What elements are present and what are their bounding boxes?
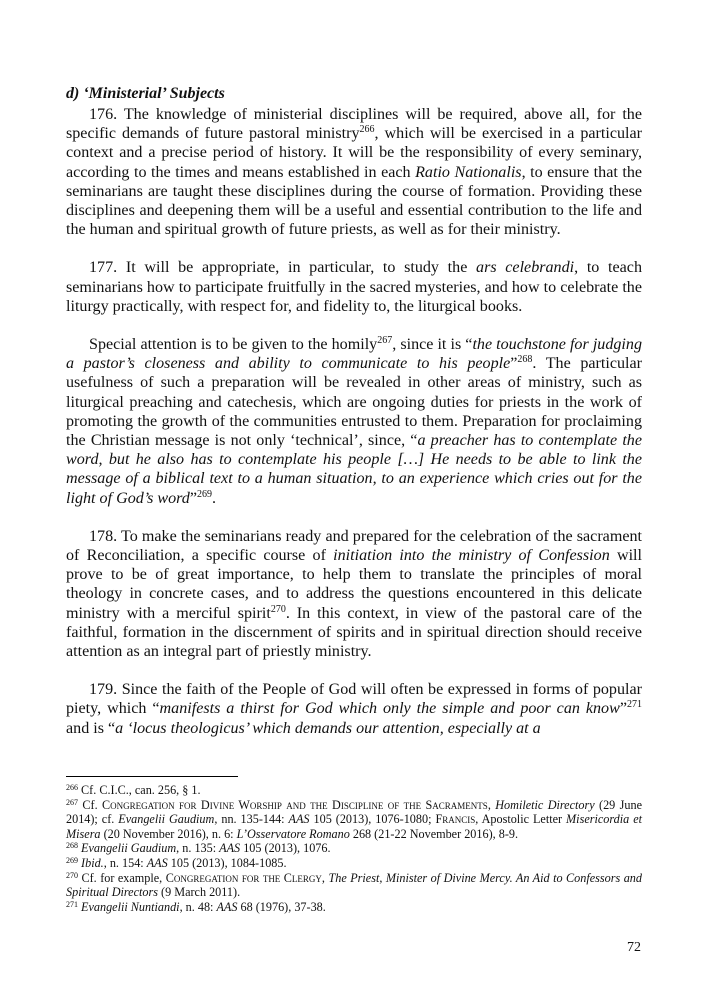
footnote-270: [66, 871, 642, 900]
footnote-text: 105 (2013), 1084-1085.: [167, 855, 287, 870]
footnote-ref-268[interactable]: 268: [517, 354, 533, 366]
footnote-text: 268 (21-22 November 2016), 8-9.: [349, 826, 519, 841]
quotation: a ‘locus theologicus’ which demands our attention, especially at a: [115, 719, 541, 737]
paragraph-179: [66, 680, 642, 738]
body-text: [66, 84, 642, 738]
footnote-ref-271[interactable]: 271: [627, 699, 642, 711]
footnote-271: [66, 900, 642, 915]
quotation: the touchstone for judging a pastor’s closeness and ability to communicate to his people: [66, 336, 642, 373]
paragraph-text: , since it is “: [392, 336, 473, 354]
footnote-number: 271: [66, 899, 78, 909]
paragraph-text: ”: [189, 489, 198, 507]
paragraph-text: 176. The knowledge of ministerial disciplines will be required, above all, for the specific demands of future pastoral ministry: [66, 106, 642, 143]
journal-abbrev: AAS: [216, 899, 238, 914]
italic-term: ars celebrandi: [476, 259, 575, 277]
journal-abbrev: AAS: [219, 841, 241, 856]
footnote-text: , nn. 135-144:: [214, 812, 289, 827]
footnote-ref-269[interactable]: 269: [197, 488, 213, 500]
paragraph-text: , to teach seminarians how to participate fruitfully in the sacred mysteries, and how to celebrate the liturgy practically, with respect for, and fidelity to, the liturgical books.: [66, 259, 642, 315]
paragraph-text: and is “: [66, 719, 116, 737]
quotation: manifests a thirst for God which only the simple and poor can know: [159, 700, 620, 718]
section-heading: d) ‘Ministerial’ Subjects: [66, 85, 225, 102]
paragraph-text: . In this context, in view of the pastoral care of the faithful, formation in the discernment of spirits and in spiritual direction should receive attention as an integral part of priestly ministry.: [66, 604, 643, 661]
footnote-text: , n. 135:: [176, 841, 220, 856]
paragraph-178: [66, 527, 642, 661]
footnote-text: , n. 48:: [179, 899, 217, 914]
paragraph-text: ”: [619, 700, 627, 718]
paragraph-text: , to ensure that the seminarians are taught these disciplines during the course of formation. Providing these disciplines and deepening them will be a useful and essential contribution to the life and the human and spiritual growth of future priests, as well as for their ministry.: [66, 163, 643, 239]
footnote-269: [66, 856, 642, 871]
footnote-number: 266: [66, 783, 78, 792]
paragraph-text: .: [212, 489, 217, 507]
author-name: Congregation for Divine Worship and the Discipline of the Sacraments: [102, 797, 488, 812]
footnote-number: 270: [66, 870, 78, 880]
footnote-268: [66, 841, 642, 856]
footnote-267: [66, 798, 642, 842]
italic-term: initiation into the ministry of Confession: [333, 547, 610, 565]
paragraph-text: 177. It will be appropriate, in particular, to study the: [89, 259, 477, 277]
work-title: Evangelii Gaudium: [81, 841, 177, 856]
work-title: Ibid.: [81, 855, 104, 870]
journal-title: L’Osservatore Romano: [236, 826, 350, 841]
footnote-text: 68 (1976), 37-38.: [237, 899, 326, 914]
author-name: Francis: [435, 812, 476, 827]
paragraph-text: will prove to be of great importance, to help them to translate the principles of moral theology in concrete cases, and to address the questions encountered in this delicate ministry with a merciful spirit: [66, 547, 643, 622]
footnote-text: 105 (2013), 1076.: [240, 841, 331, 856]
footnote-266: [66, 783, 642, 798]
paragraph-text: Special attention is to be given to the homily: [89, 336, 378, 354]
paragraph-text: ”: [510, 355, 518, 373]
footnote-text: Cf. C.I.C., can. 256, § 1.: [78, 783, 201, 797]
paragraph-text: 179. Since the faith of the People of God will often be expressed in forms of popular piety, which “: [66, 681, 642, 718]
footnote-ref-266[interactable]: 266: [359, 124, 375, 136]
paragraph-homily: [66, 335, 642, 508]
footnote-text: Cf.: [78, 797, 103, 812]
work-title: Misericordia et Misera: [66, 812, 642, 841]
paragraph-text: , which will be exercised in a particular context and a precise period of history. It will be the responsibility of every seminary, according to the times and means established in each: [66, 125, 643, 181]
footnote-text: Cf. for example,: [78, 870, 166, 885]
footnote-ref-270[interactable]: 270: [270, 603, 286, 615]
footnote-text: ,: [321, 870, 329, 885]
footnote-text: (20 November 2016), n. 6:: [100, 826, 237, 841]
journal-abbrev: AAS: [146, 855, 168, 870]
paragraph-176: [66, 105, 642, 239]
italic-term: Ratio Nationalis: [415, 163, 522, 181]
footnote-text: , Apostolic Letter: [475, 812, 567, 827]
work-title: Evangelii Nuntiandi: [81, 899, 180, 914]
footnote-number: 268: [66, 841, 78, 851]
page-number: 72: [627, 940, 641, 955]
quotation: a preacher has to contemplate the word, but he also has to contemplate his people […] He needs to be able to link the message of a biblical text to a human situation, to an experience which cries out for the light of God’s word: [66, 432, 642, 507]
footnote-number: 269: [66, 855, 78, 865]
footnotes: [66, 776, 642, 914]
footnote-separator: [66, 776, 238, 777]
footnote-text: 105 (2013), 1076-1080;: [309, 812, 436, 827]
work-title: Homiletic Directory: [495, 797, 595, 812]
paragraph-text: 178. To make the seminarians ready and prepared for the celebration of the sacrament of Reconciliation, a specific course of: [66, 527, 642, 565]
footnote-ref-267[interactable]: 267: [377, 335, 393, 347]
footnote-text: (9 March 2011).: [157, 885, 241, 900]
work-title: Evangelii Gaudium: [118, 812, 215, 827]
journal-abbrev: AAS: [288, 812, 310, 827]
work-title: The Priest, Minister of Divine Mercy. An Aid to Confessors and Spiritual Directors: [66, 870, 642, 900]
footnote-number: 267: [66, 797, 78, 807]
footnote-text: , n. 154:: [103, 855, 147, 870]
paragraph-text: . The particular usefulness of such a preparation will be revealed in other areas of ministry, such as liturgical preaching and catechesis, which are ongoing duties for priests in the work of promoting the growth of the communities entrusted to them. Preparation for proclaiming the Christian message is not only ‘technical’, since, “: [66, 355, 642, 450]
paragraph-177: [66, 258, 642, 316]
author-name: Congregation for the Clergy: [165, 870, 322, 885]
footnote-text: (29 June 2014); cf.: [66, 797, 643, 827]
footnote-text: ,: [487, 797, 496, 812]
